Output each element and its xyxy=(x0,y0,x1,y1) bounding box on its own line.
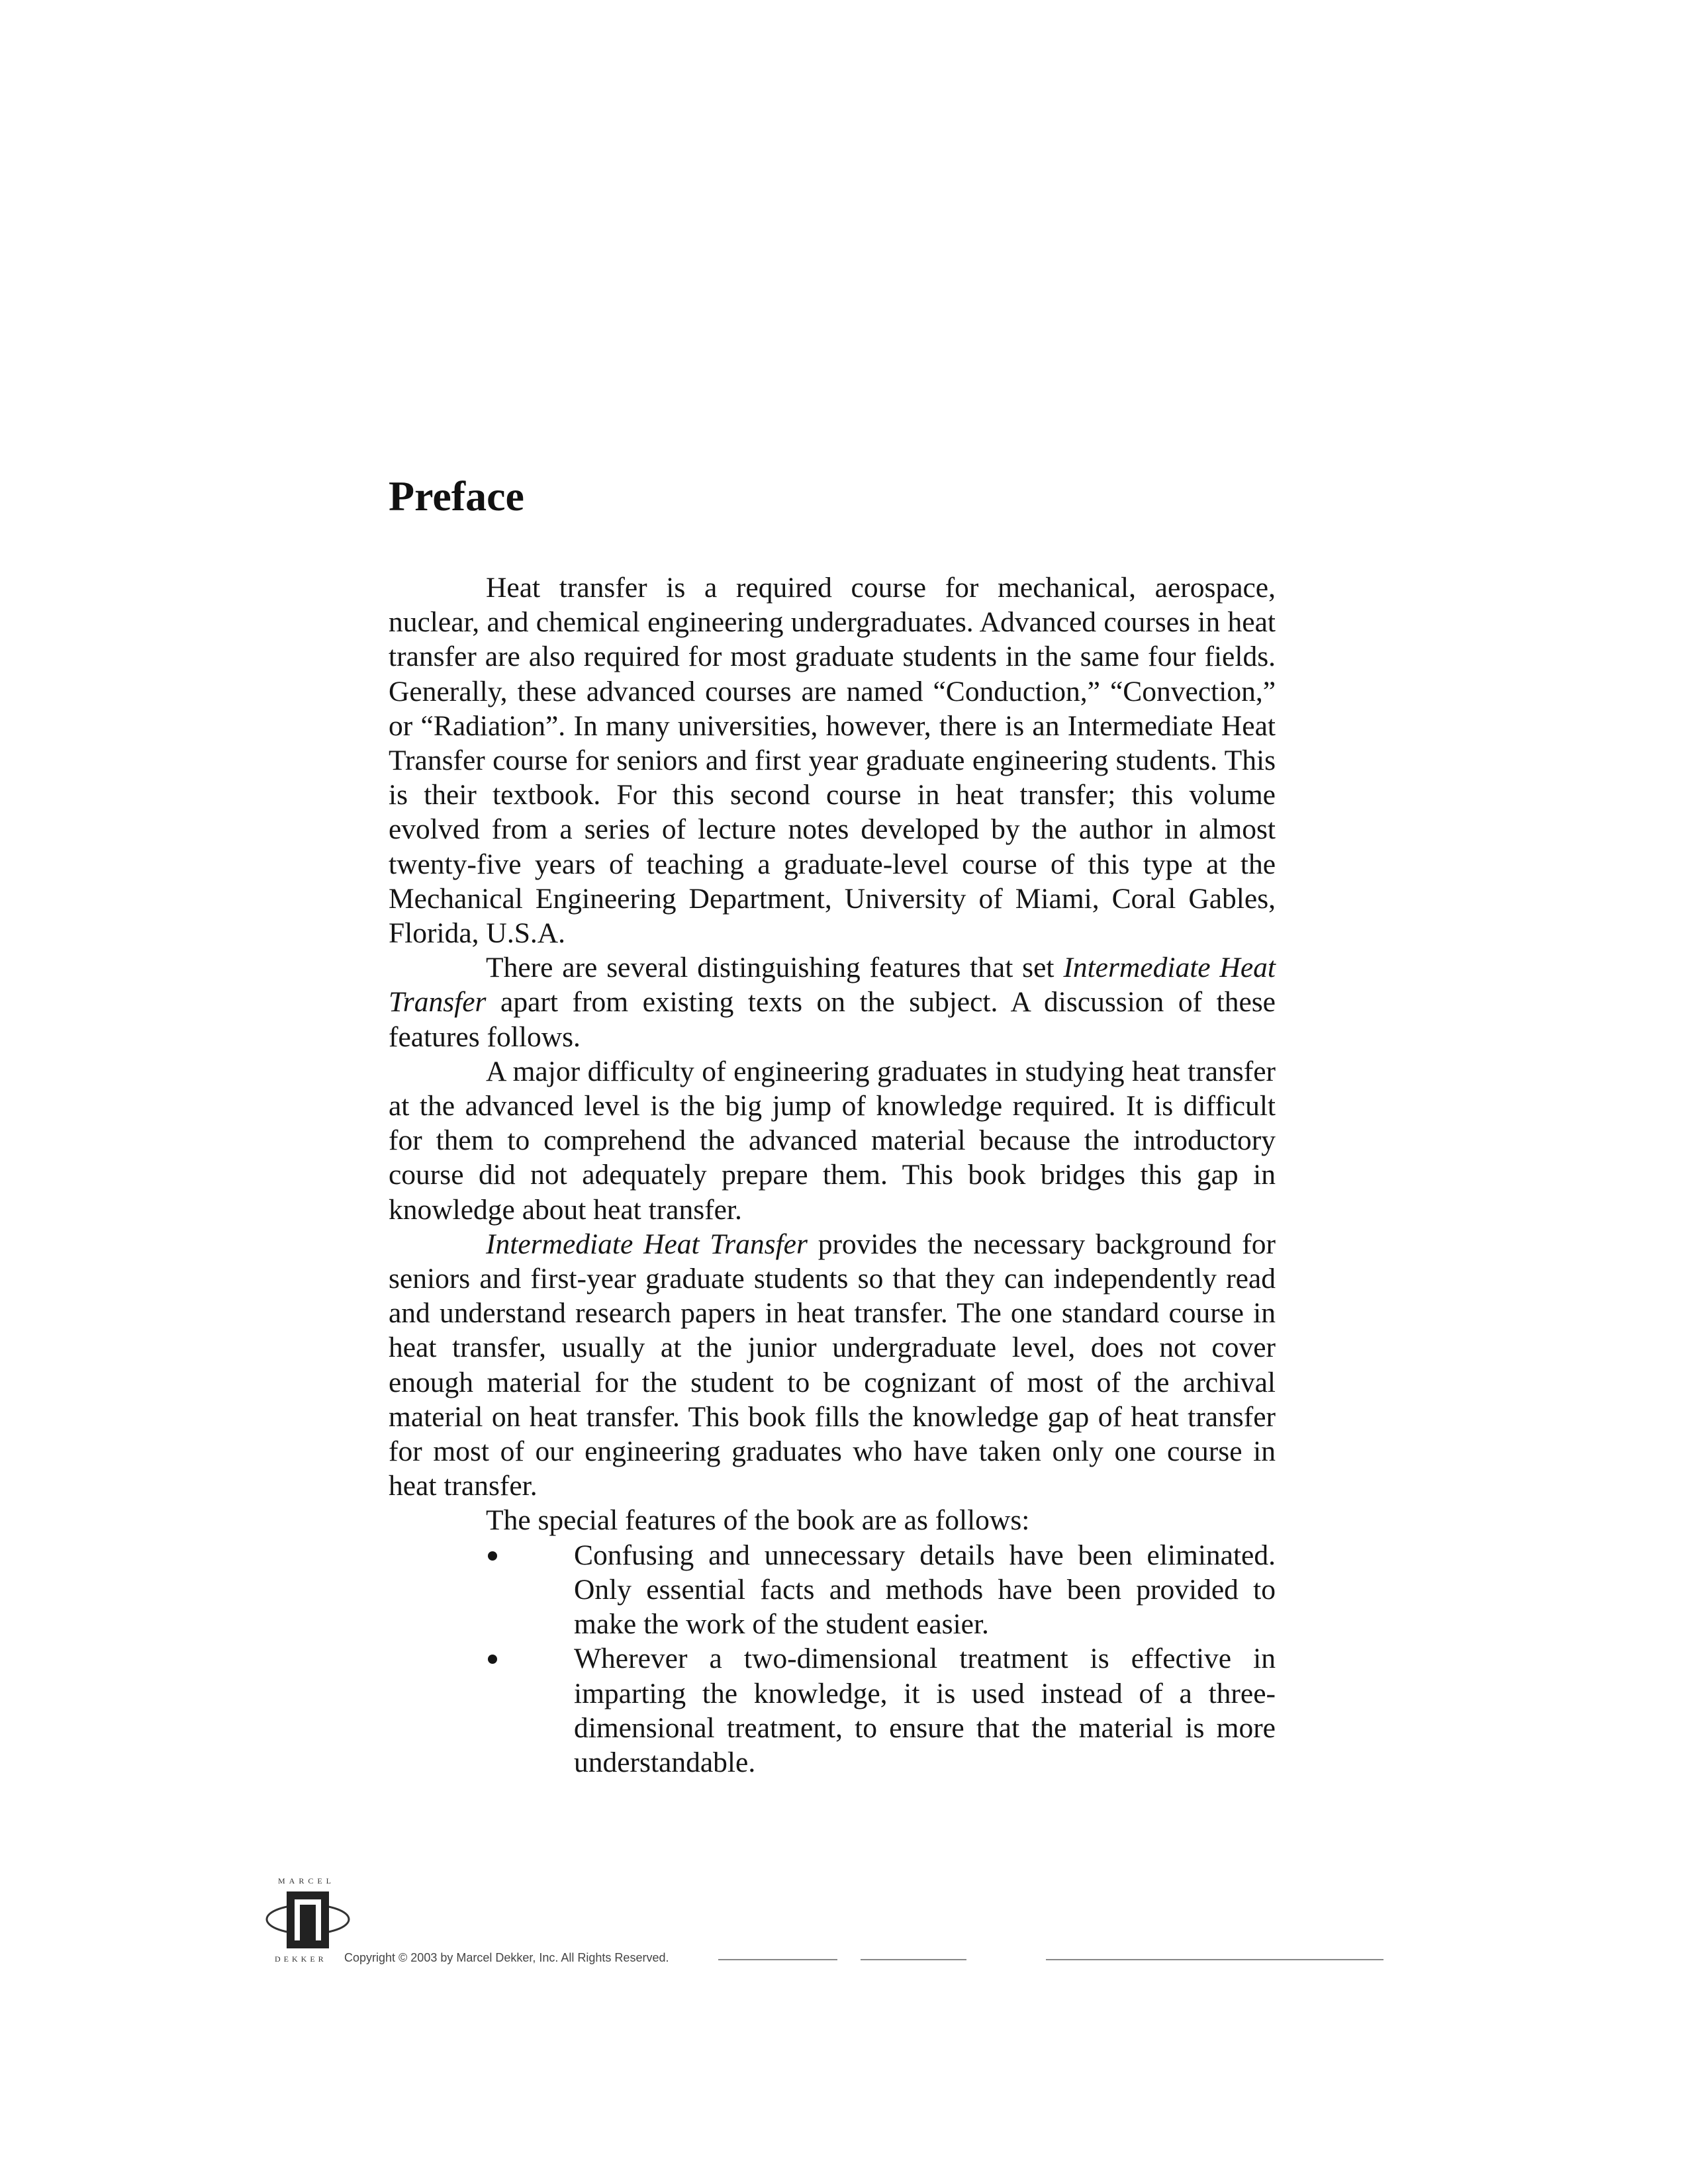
bullet-icon xyxy=(488,1551,497,1561)
book-title-italic: Intermediate Heat Transfer xyxy=(389,952,1276,1019)
paragraph: A major difficulty of engineering graduates in studying heat transfer at the advanced level is the big jump of knowledge required. It is difficult for them to comprehend the advanced material because the introductory course did not adequately prepare them. This book bridges this gap in knowledge about heat transfer. xyxy=(389,1055,1276,1226)
paragraph: The special features of the book are as follows: xyxy=(486,1504,1030,1537)
list-item xyxy=(389,1641,1276,1780)
page-title: Preface xyxy=(389,473,524,520)
list-item xyxy=(389,1538,1276,1642)
list-item-text: Wherever a two-dimensional treatment is effective in imparting the knowledge, it is used instead of a three-dimensional treatment, to ensure that the material is more understandable. xyxy=(574,1643,1276,1778)
scan-artifact-line xyxy=(861,1959,966,1960)
book-title-italic: Intermediate Heat Transfer xyxy=(486,1228,808,1260)
copyright-notice: Copyright © 2003 by Marcel Dekker, Inc. All Rights Reserved. xyxy=(344,1951,669,1964)
scan-artifact-line xyxy=(1046,1959,1383,1960)
paragraph xyxy=(389,950,1276,1054)
features-list xyxy=(389,1538,1276,1780)
paragraph-text: provides the necessary background for seniors and first-year graduate students so that they can independently read and understand research papers in heat transfer. The one standard course in heat transfer, usually at the junior undergraduate level, does not cover enough material for the student to be cognizant of most of the archival material on heat transfer. This book fills the knowledge gap of heat transfer for most of our engineering graduates who have taken only one course in heat transfer. xyxy=(389,1228,1276,1502)
publisher-logo-top-text: MARCEL xyxy=(278,1876,336,1886)
scan-artifact-line xyxy=(718,1959,837,1960)
list-item-text: Confusing and unnecessary details have been eliminated. Only essential facts and methods have been provided to make the work of the student easier. xyxy=(574,1539,1276,1641)
paragraph: Heat transfer is a required course for mechanical, aerospace, nuclear, and chemical engineering undergraduates. Advanced courses in heat transfer are also required for most graduate students in the same four fields. Generally, these advanced courses are named “Conduction,” “Convection,” or “Radiation”. In many universities, however, there is an Intermediate Heat Transfer course for seniors and first year graduate engineering students. This is their textbook. For this second course in heat transfer; this volume evolved from a series of lecture notes developed by the author in almost twenty-five years of teaching a graduate-level course of this type at the Mechanical Engineering Department, University of Miami, Coral Gables, Florida, U.S.A. xyxy=(389,572,1276,950)
bullet-icon xyxy=(488,1655,497,1664)
publisher-logo-icon xyxy=(261,1880,354,1959)
preface-body xyxy=(389,570,1276,1780)
paragraph-text: apart from existing texts on the subject. A discussion of these features follows. xyxy=(389,986,1276,1053)
paragraph xyxy=(389,1227,1276,1504)
paragraph-text: There are several distinguishing features that set xyxy=(486,952,1064,984)
publisher-logo-bottom-text: DEKKER xyxy=(275,1954,327,1964)
